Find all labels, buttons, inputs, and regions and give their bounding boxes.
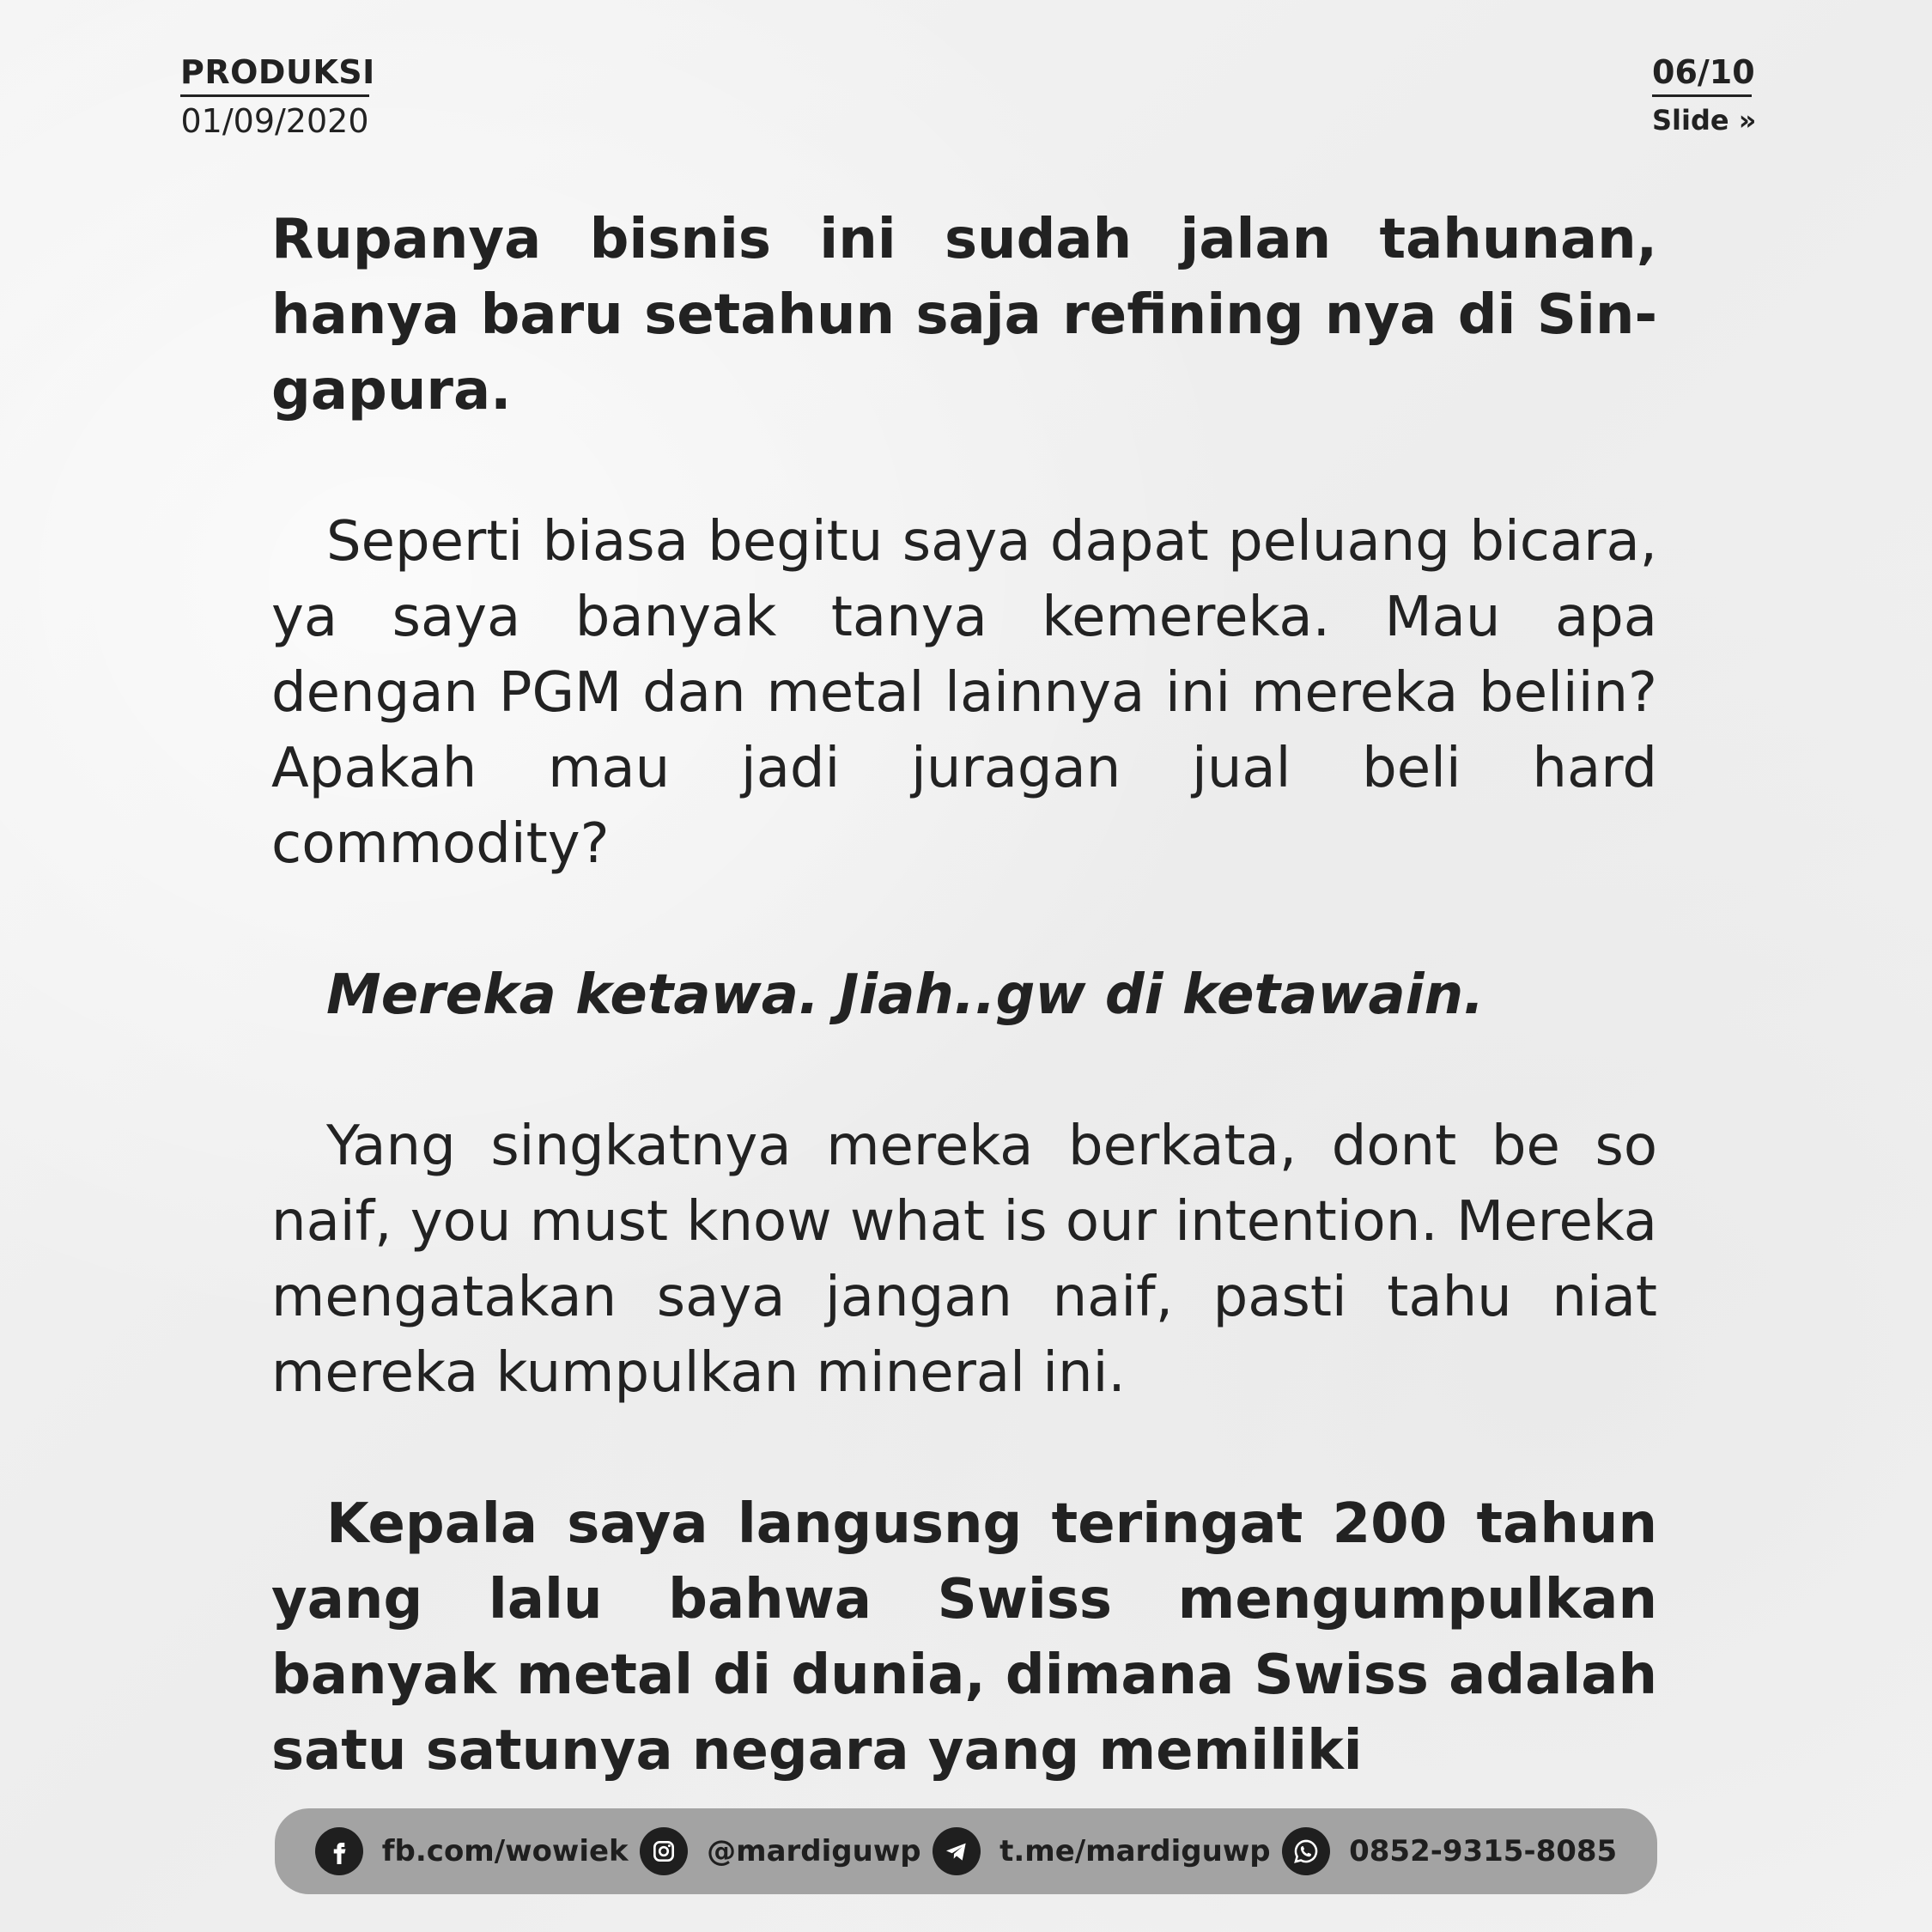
- article-body: [271, 202, 1657, 1789]
- facebook-link[interactable]: [315, 1827, 629, 1875]
- telegram-icon: [933, 1827, 981, 1875]
- slide-next-label[interactable]: Slide »: [1652, 104, 1757, 137]
- whatsapp-link[interactable]: [1282, 1827, 1617, 1875]
- header-right: [1652, 53, 1757, 137]
- whatsapp-text: 0852-9315-8085: [1349, 1834, 1618, 1868]
- facebook-text: fb.com/wowiek: [381, 1834, 629, 1868]
- paragraph-5: Kepala saya langusng teringat 200 tahun yang lalu bahwa Swiss mengumpulkan banyak metal di dunia, dimana Swiss adalah satu satunya negara yang memiliki: [271, 1492, 1657, 1783]
- paragraph-1: Rupanya bisnis ini sudah jalan tahunan, hanya baru setahun saja refining nya di Sin-gapura.: [271, 208, 1657, 422]
- telegram-link[interactable]: [933, 1827, 1271, 1875]
- slide-number: 06/10: [1652, 53, 1752, 97]
- instagram-link[interactable]: [640, 1827, 920, 1875]
- paragraph-3: Mereka ketawa. Jiah..gw di ketawain.: [326, 963, 1485, 1027]
- paragraph-2: Seperti biasa begitu saya dapat peluang bicara, ya saya banyak tanya kemereka. Mau apa dengan PGM dan metal lainnya ini mereka beliin? Apakah mau jadi juragan jual beli hard commodity?: [271, 510, 1657, 876]
- paragraph-4: Yang singkatnya mereka berkata, dont be so naif, you must know what is our intention. Mereka mengatakan saya jangan naif, pasti tahu niat mereka kumpulkan mineral ini.: [271, 1115, 1657, 1405]
- whatsapp-icon: [1282, 1827, 1330, 1875]
- category-label: PRODUKSI: [180, 53, 369, 97]
- instagram-icon: [640, 1827, 688, 1875]
- telegram-text: t.me/mardiguwp: [999, 1834, 1271, 1868]
- date-label: 01/09/2020: [180, 102, 369, 140]
- header-left: [180, 53, 375, 140]
- instagram-text: @mardiguwp: [707, 1834, 921, 1868]
- social-footer: [275, 1808, 1657, 1894]
- facebook-icon: [315, 1827, 363, 1875]
